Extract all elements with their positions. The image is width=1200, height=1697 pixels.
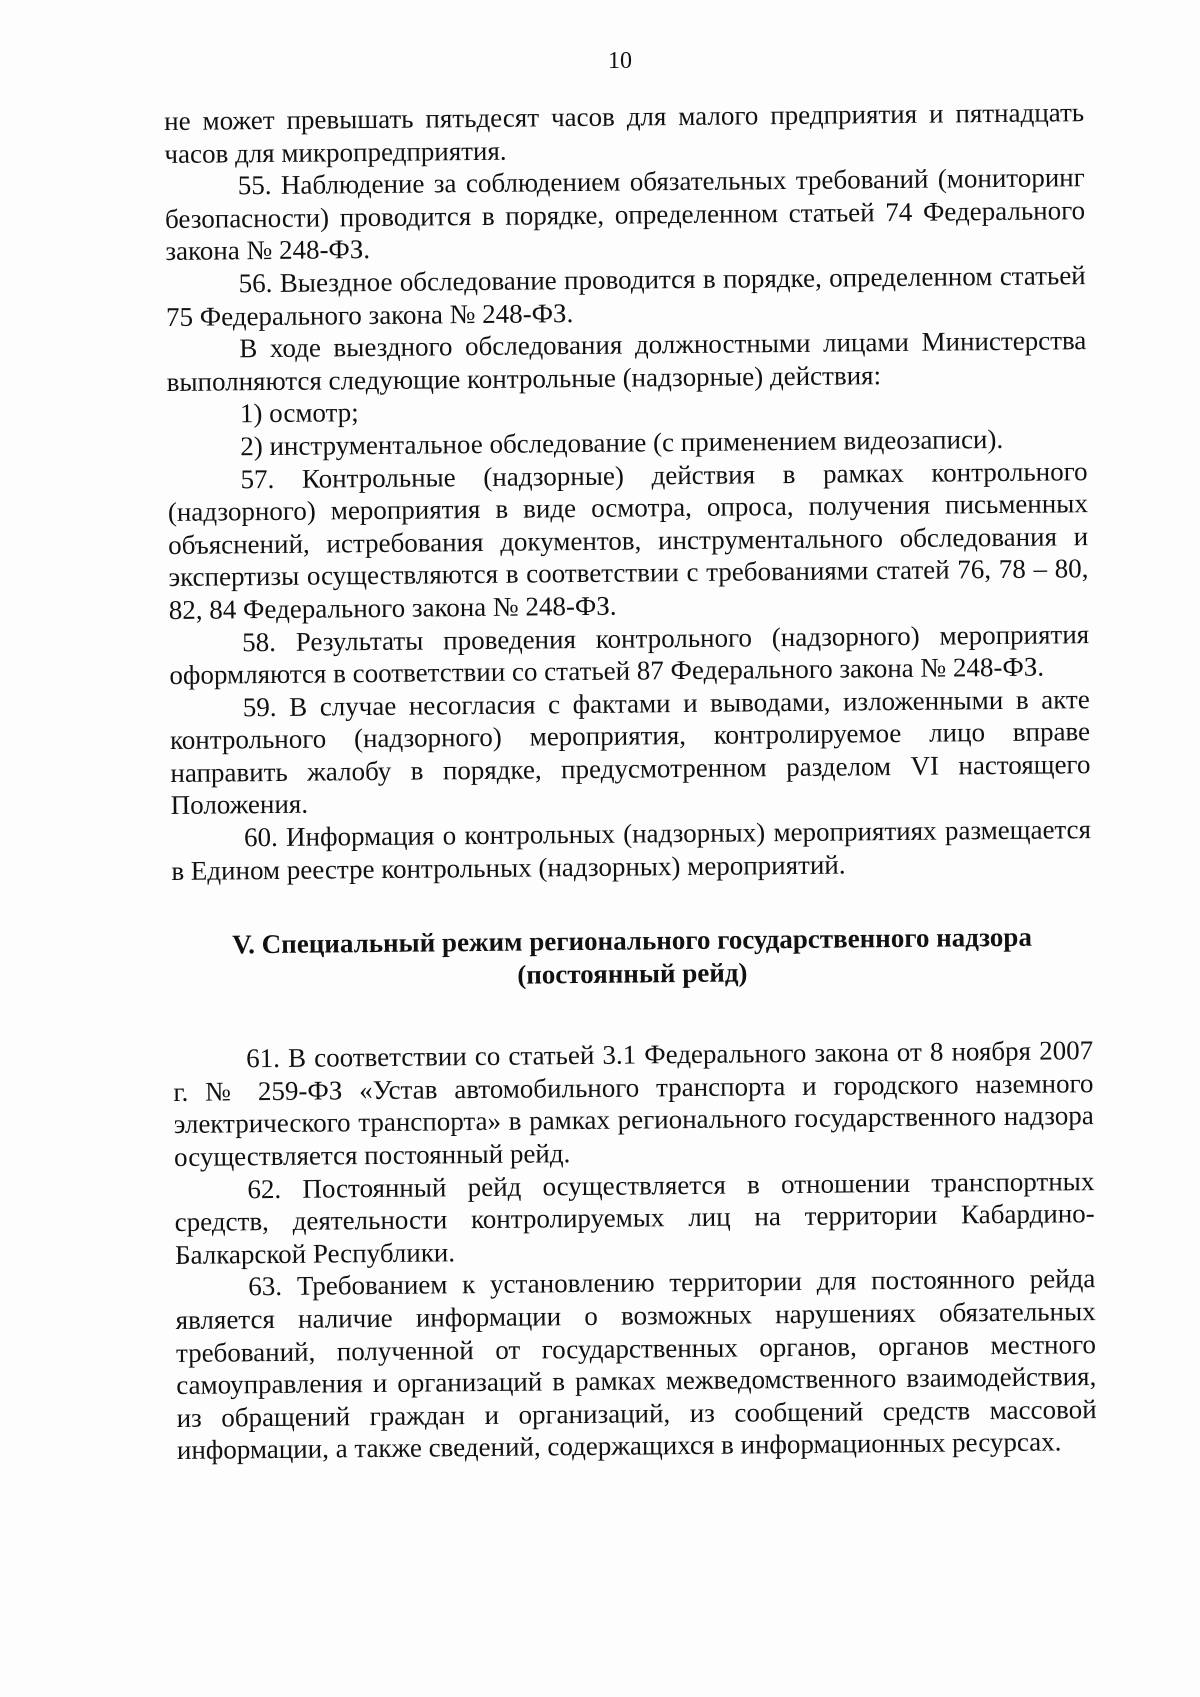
list-item-instrumental: 2) инструментальное обследование (с применением видеозаписи).	[240, 423, 1004, 462]
list-item-inspection: 1) осмотр;	[239, 397, 359, 429]
paragraph-61: 61. В соответствии со статьей 3.1 Федерального закона от 8 ноября 2007 г. № 259-ФЗ «Устав автомобильного транспорта и городского наземного электрического транспорта» в рамках регионального государственного надзора осуществляется постоянный рейд.	[173, 1035, 1094, 1172]
paragraph-62: 62. Постоянный рейд осуществляется в отношении транспортных средств, деятельности контролируемых лиц на территории Кабардино-Балкарской Республики.	[174, 1165, 1095, 1270]
paragraph-58: 58. Результаты проведения контрольного (надзорного) мероприятия оформляются в соответствии со статьей 87 Федерального закона № 248-ФЗ.	[169, 618, 1090, 691]
paragraph-60: 60. Информация о контрольных (надзорных) мероприятиях размещается в Едином реестре контрольных (надзорных) мероприятий.	[171, 814, 1092, 886]
paragraph-56: 56. Выездное обследование проводится в порядке, определенном статьей 75 Федерального закона № 248-ФЗ.	[165, 260, 1086, 332]
paragraph-63: 63. Требованием к установлению территории для постоянного рейда является наличие информации о возможных нарушениях обязательных требований, полученной от государственных органов, органов местного самоуправления и организаций в рамках межведомственного взаимодействия, из обращений граждан и организаций, из сообщений средств массовой информации, а также сведений, содержащихся в информационных ресурсах.	[175, 1263, 1097, 1466]
paragraph-57: 57. Контрольные (надзорные) действия в рамках контрольного (надзорного) мероприятия в виде осмотра, опроса, получения письменных объяснений, истребования документов, инструментального обследования и экспертизы осуществляются в соответствии с требованиями статей 76, 78 – 80, 82, 84 Федерального закона № 248-ФЗ.	[167, 455, 1089, 625]
paragraph-59: 59. В случае несогласия с фактами и выводами, изложенными в акте контрольного (надзорного) мероприятия, контролируемое лицо вправе направить жалобу в порядке, предусмотренном разделом VI настоящего Положения.	[169, 683, 1091, 821]
paragraph-55: 55. Наблюдение за соблюдением обязательных требований (мониторинг безопасности) проводится в порядке, определенном статьей 74 Федерального закона № 248-ФЗ.	[164, 162, 1086, 267]
page-number: 10	[608, 48, 632, 74]
document-body-part1	[164, 96, 1097, 1467]
paragraph-continuation: не может превышать пятьдесят часов для малого предприятия и пятнадцать часов для микропредприятия.	[164, 97, 1085, 169]
paragraph-56-actions: В ходе выездного обследования должностными лицами Министерства выполняются следующие контрольные (надзорные) действия:	[166, 325, 1087, 397]
section-heading	[172, 920, 1093, 995]
section-heading-line1: V. Специальный режим регионального государственного надзора	[232, 921, 1033, 960]
section-heading-line2: (постоянный рейд)	[517, 957, 748, 990]
